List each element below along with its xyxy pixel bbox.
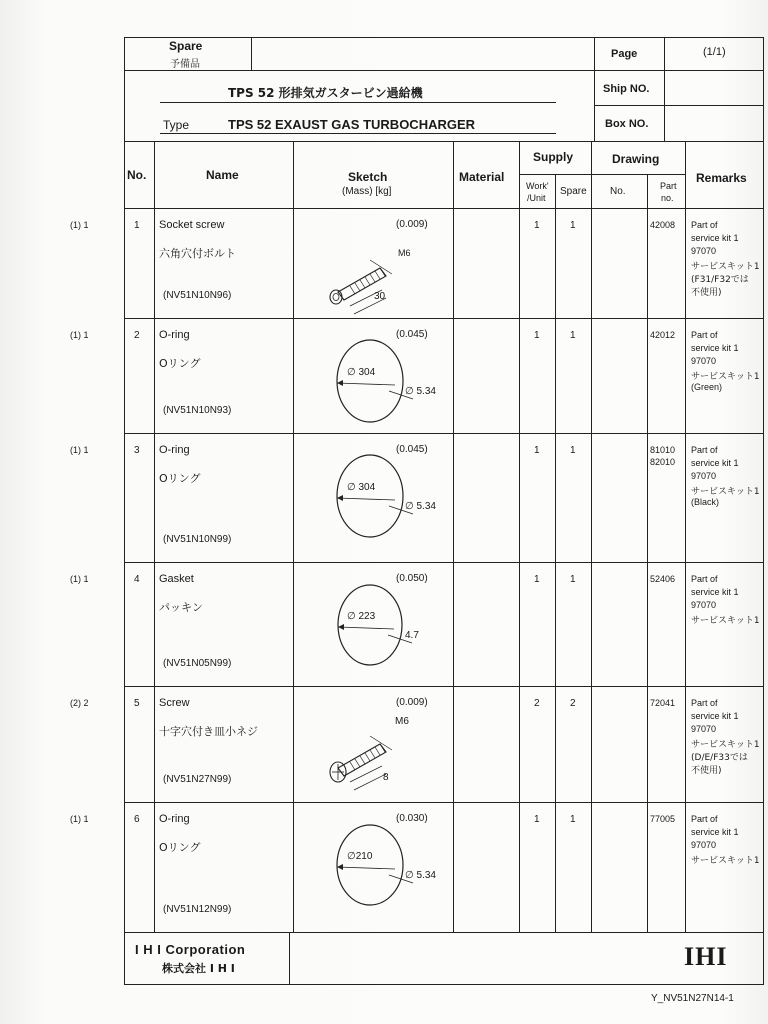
rule — [519, 174, 685, 175]
part-code: (NV51N10N99) — [163, 534, 232, 545]
remarks-line: 97070 — [691, 246, 717, 256]
part-code: (NV51N10N93) — [163, 405, 232, 416]
work-unit-qty: 1 — [534, 445, 540, 456]
sketch-dim-diameter: ∅ 304 — [347, 367, 376, 378]
col-spare: Spare — [560, 186, 587, 197]
col-work-unit-2: /Unit — [527, 193, 546, 203]
ship-no-label: Ship NO. — [603, 83, 650, 95]
col-name: Name — [206, 168, 239, 182]
remarks-line: 97070 — [691, 356, 717, 366]
part-code: (NV51N10N96) — [163, 290, 232, 301]
work-unit-qty: 1 — [534, 814, 540, 825]
rule — [685, 141, 686, 932]
rule — [453, 141, 454, 932]
work-unit-qty: 1 — [534, 574, 540, 585]
col-part-1: Part — [660, 181, 677, 191]
company-name: I H I Corporation — [135, 942, 246, 957]
remarks-line: Part of — [691, 330, 718, 340]
part-name: O-ring — [159, 444, 190, 456]
part-no: 77005 — [650, 814, 676, 824]
row-side-qty: (1) 1 — [70, 445, 89, 455]
remarks-line: サービスキット1 — [691, 262, 760, 272]
part-name-jp: 十字穴付き皿小ネジ — [159, 725, 258, 738]
remarks-line: 97070 — [691, 600, 717, 610]
rule — [594, 105, 764, 106]
rule — [647, 174, 648, 932]
rule — [251, 37, 252, 70]
rule — [124, 70, 764, 71]
row-side-qty: (1) 1 — [70, 814, 89, 824]
remarks-line: (Green) — [691, 382, 723, 392]
spare-qty: 1 — [570, 814, 576, 825]
remarks-line: 不使用) — [691, 766, 722, 776]
rule — [289, 932, 290, 985]
remarks-line: サービスキット1 — [691, 856, 760, 866]
rule — [124, 932, 764, 933]
remarks-line: Part of — [691, 220, 718, 230]
sketch-dim-thread: M6 — [395, 716, 409, 727]
work-unit-qty: 2 — [534, 698, 540, 709]
spare-label-jp: 予備品 — [170, 59, 200, 70]
sketch-dim-diameter: ∅ 304 — [347, 482, 376, 493]
rule — [591, 141, 592, 932]
remarks-line: service kit 1 — [691, 458, 739, 468]
spare-qty: 1 — [570, 330, 576, 341]
o-ring-sketch — [300, 451, 450, 541]
sketch-dim-section: 4.7 — [405, 630, 419, 641]
rule — [154, 141, 155, 932]
col-material: Material — [459, 170, 505, 184]
col-part-2: no. — [661, 193, 674, 203]
remarks-line: 不使用) — [691, 288, 722, 298]
rule — [519, 141, 520, 932]
part-no: 52406 — [650, 574, 676, 584]
sketch-dim-thread: M6 — [398, 248, 411, 258]
rule — [124, 141, 764, 142]
part-name: Socket screw — [159, 219, 225, 231]
part-no: 42012 — [650, 330, 676, 340]
work-unit-qty: 1 — [534, 330, 540, 341]
rule — [594, 37, 595, 141]
col-no: No. — [127, 168, 147, 182]
row-number: 5 — [134, 698, 140, 709]
part-name: O-ring — [159, 813, 190, 825]
row-number: 3 — [134, 445, 140, 456]
row-number: 6 — [134, 814, 140, 825]
remarks-line: (F31/F32では — [691, 275, 749, 285]
rule — [555, 174, 556, 932]
row-side-qty: (1) 1 — [70, 220, 89, 230]
col-work-unit-1: Work' — [526, 181, 549, 191]
type-value: TPS 52 EXAUST GAS TURBOCHARGER — [228, 117, 476, 132]
part-code: (NV51N12N99) — [163, 904, 232, 915]
remarks-line: service kit 1 — [691, 343, 739, 353]
row-number: 1 — [134, 220, 140, 231]
company-name-jp: 株式会社 I H I — [162, 962, 235, 975]
rule — [664, 37, 665, 141]
part-no-secondary: 82010 — [650, 457, 676, 467]
spare-qty: 1 — [570, 574, 576, 585]
title-jp: TPS 52 形排気ガスタービン過給機 — [228, 86, 423, 100]
remarks-line: service kit 1 — [691, 233, 739, 243]
rule — [160, 133, 556, 134]
ihi-logo: IHI — [684, 942, 728, 971]
rule — [160, 102, 556, 103]
part-name: Screw — [159, 697, 190, 709]
rule — [124, 208, 764, 209]
spare-qty: 1 — [570, 220, 576, 231]
part-name-jp: Oリング — [159, 472, 201, 485]
row-side-qty: (1) 1 — [70, 330, 89, 340]
part-mass: (0.045) — [396, 444, 428, 455]
col-sketch-sub: (Mass) [kg] — [342, 186, 392, 197]
sketch-dim-diameter: ∅210 — [347, 851, 373, 862]
remarks-line: service kit 1 — [691, 711, 739, 721]
col-drawing: Drawing — [612, 152, 660, 166]
sketch-dim-section: ∅ 5.34 — [405, 386, 436, 397]
box-no-label: Box NO. — [605, 118, 649, 130]
remarks-line: service kit 1 — [691, 827, 739, 837]
sketch-dim-diameter: ∅ 223 — [347, 611, 376, 622]
work-unit-qty: 1 — [534, 220, 540, 231]
remarks-line: service kit 1 — [691, 587, 739, 597]
screw-sketch — [320, 706, 440, 796]
row-number: 4 — [134, 574, 140, 585]
part-code: (NV51N27N99) — [163, 774, 232, 785]
col-remarks: Remarks — [696, 171, 747, 185]
remarks-line: サービスキット1 — [691, 740, 760, 750]
part-no: 42008 — [650, 220, 676, 230]
part-mass: (0.030) — [396, 813, 428, 824]
page-value: (1/1) — [703, 46, 726, 58]
remarks-line: (Black) — [691, 497, 720, 507]
o-ring-sketch — [300, 336, 450, 426]
rule — [124, 686, 764, 687]
col-supply: Supply — [533, 150, 574, 164]
row-side-qty: (2) 2 — [70, 698, 89, 708]
remarks-line: (D/E/F33では — [691, 753, 748, 763]
o-ring-sketch — [300, 580, 450, 670]
part-name-jp: 六角穴付ボルト — [159, 247, 236, 260]
remarks-line: Part of — [691, 574, 718, 584]
part-code: (NV51N05N99) — [163, 658, 232, 669]
part-name: Gasket — [159, 573, 194, 585]
part-name-jp: Oリング — [159, 841, 201, 854]
row-number: 2 — [134, 330, 140, 341]
sketch-dim-length: 8 — [383, 772, 389, 783]
part-mass: (0.045) — [396, 329, 428, 340]
part-name-jp: パッキン — [159, 601, 203, 614]
remarks-line: Part of — [691, 814, 718, 824]
remarks-line: サービスキット1 — [691, 616, 760, 626]
o-ring-sketch — [300, 820, 450, 910]
spare-qty: 2 — [570, 698, 576, 709]
col-drawing-no: No. — [610, 186, 626, 197]
rule — [124, 562, 764, 563]
sketch-dim-section: ∅ 5.34 — [405, 501, 436, 512]
part-no: 81010 — [650, 445, 676, 455]
remarks-line: 97070 — [691, 724, 717, 734]
document-id: Y_NV51N27N14-1 — [651, 993, 734, 1004]
socket-screw-sketch — [320, 230, 440, 320]
remarks-line: Part of — [691, 698, 718, 708]
page-label: Page — [611, 48, 638, 60]
part-mass: (0.009) — [396, 697, 428, 708]
part-no: 72041 — [650, 698, 676, 708]
col-sketch: Sketch — [348, 170, 388, 184]
part-mass: (0.050) — [396, 573, 428, 584]
rule — [293, 141, 294, 932]
remarks-line: 97070 — [691, 471, 717, 481]
rule — [124, 802, 764, 803]
sketch-dim-section: ∅ 5.34 — [405, 870, 436, 881]
remarks-line: サービスキット1 — [691, 487, 760, 497]
part-name-jp: Oリング — [159, 357, 201, 370]
sketch-dim-length: 30 — [374, 291, 386, 302]
part-name: O-ring — [159, 329, 190, 341]
remarks-line: Part of — [691, 445, 718, 455]
rule — [124, 318, 764, 319]
spare-qty: 1 — [570, 445, 576, 456]
remarks-line: 97070 — [691, 840, 717, 850]
type-label: Type — [163, 118, 190, 132]
part-mass: (0.009) — [396, 219, 428, 230]
remarks-line: サービスキット1 — [691, 372, 760, 382]
rule — [124, 433, 764, 434]
spare-label: Spare — [169, 39, 203, 53]
row-side-qty: (1) 1 — [70, 574, 89, 584]
